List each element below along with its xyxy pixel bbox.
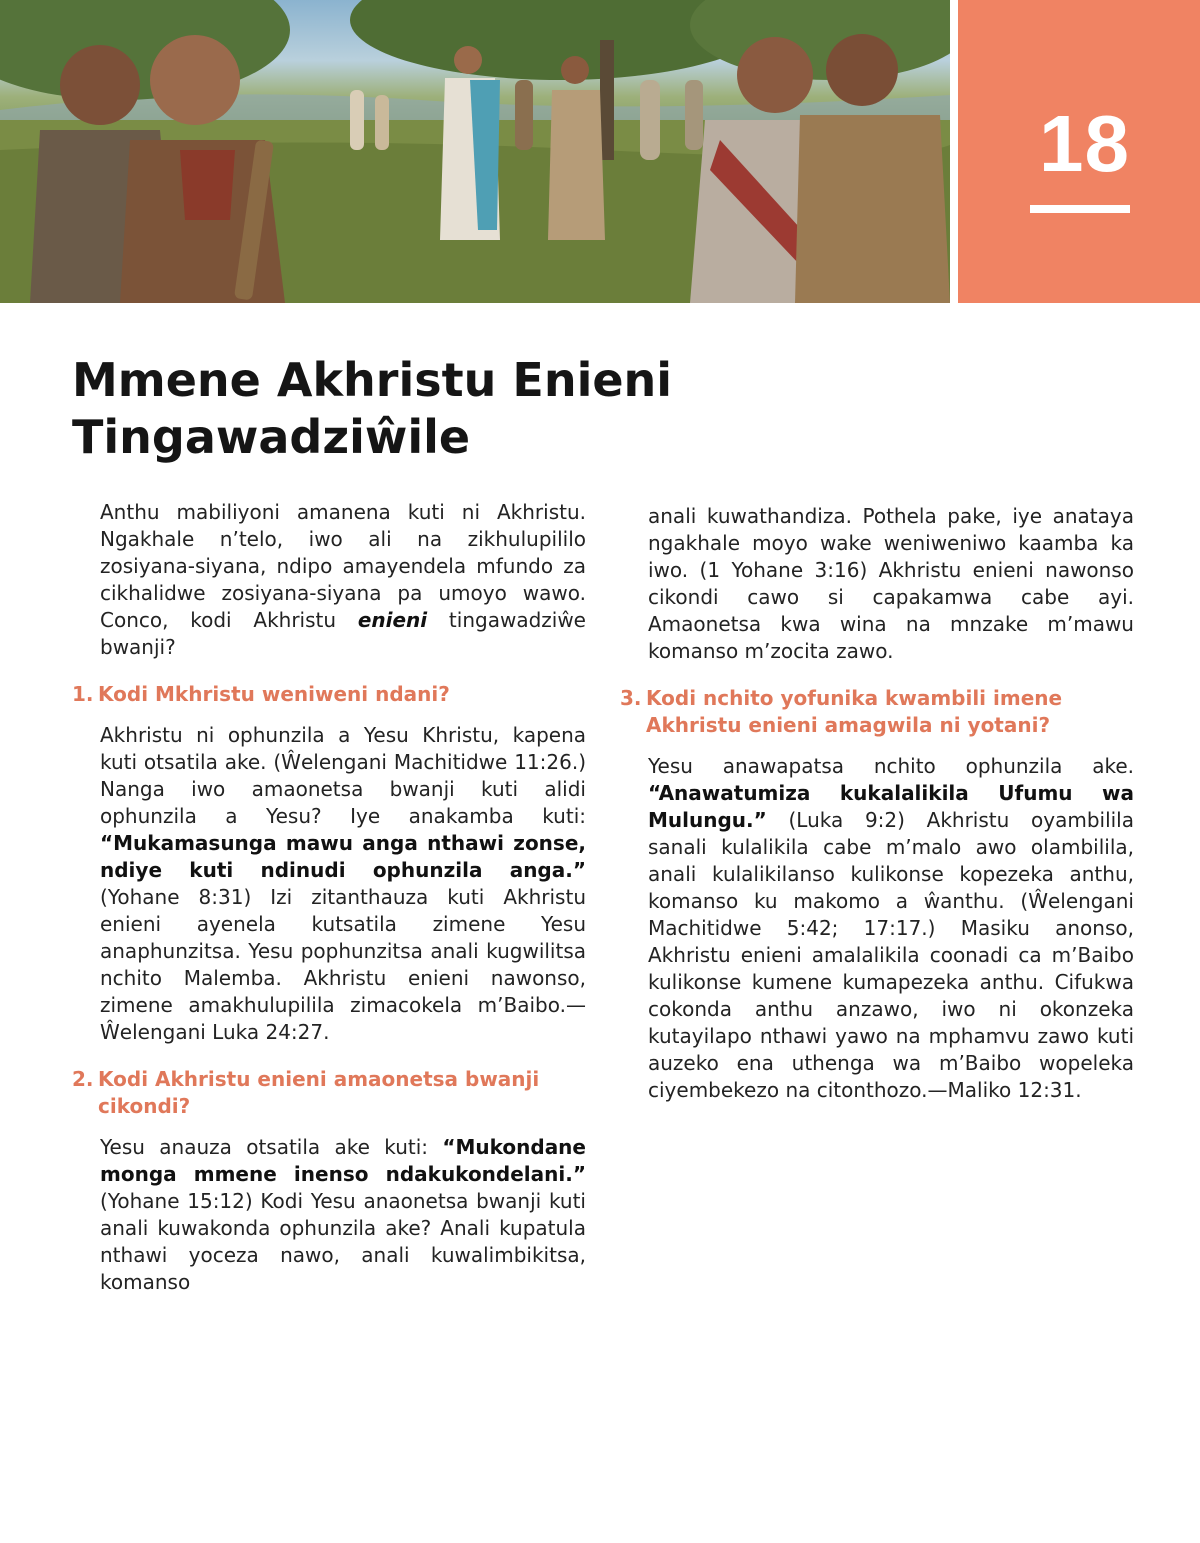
section-2-text-end: (Yohane 15:12) Kodi Yesu anaonetsa bwanji kuti anali kuwakonda ophunzila ake? Anali kupatula nthawi yoceza nawo, anali kuwalimbikitsa, komanso [100, 1189, 586, 1294]
question-3-text: Kodi nchito yofunika kwambili imene Akhristu enieni amagwila ni yotani? [646, 686, 1063, 737]
page-title-line-2: Tingawadziŵile [72, 410, 471, 464]
chapter-number-underline [1030, 205, 1130, 213]
hero-image [0, 0, 950, 303]
section-3-text: Yesu anawapatsa nchito ophunzila ake. [648, 754, 1134, 778]
section-2-continuation: anali kuwathandiza. Pothela pake, iye anataya ngakhale moyo wake weniweniwo kaamba ka iwo. (1 Yohane 3:16) Akhristu enieni nawonso cikondi cawo si capakamwa cabe ayi. Amaonetsa kwa wina na mnzake m’mawu komanso m’zocita zawo. [648, 504, 1134, 663]
left-column [72, 499, 586, 1316]
section-1-text: Akhristu ni ophunzila a Yesu Khristu, kapena kuti otsatila ake. (Ŵelengani Machitidwe 11:26.) Nanga iwo amaonetsa bwanji kuti alidi ophunzila a Yesu? Iye anakamba kuti: [100, 723, 586, 828]
question-1-text: Kodi Mkhristu weniweni ndani? [98, 682, 450, 706]
question-2-heading [72, 1066, 586, 1120]
section-2-text: Yesu anauza otsatila ake kuti: [100, 1135, 443, 1159]
question-1-number: 1. [72, 682, 94, 706]
right-column [620, 503, 1134, 1124]
intro-text-end: tingawadziŵe bwanji? [100, 608, 586, 659]
section-2-quote: “Mukondane monga mmene inenso ndakukondelani.” [100, 1135, 586, 1186]
section-3-text-end: (Luka 9:2) Akhristu oyambilila sanali kulalikila cabe m’malo awo olambilila, anali kulalikilanso kulikonse kopezeka anthu, komanso ku makomo a ŵanthu. (Ŵelengani Machitidwe 5:42; 17:17.) Masiku anonso, Akhristu enieni amalalikila coonadi ca m’Baibo kulikonse kumene kumapezeka anthu. Cifukwa cokonda anthu anzawo, iwo ni okonzeka kutayilapo nthawi yawo na mphamvu zawo kuti auzeko ena uthenga wa m’Baibo wopeleka ciyembekezo na citonthozo.—Maliko 12:31. [648, 808, 1134, 1102]
section-3-paragraph [648, 753, 1134, 1104]
section-2-paragraph [100, 1134, 586, 1296]
section-1-paragraph [100, 722, 586, 1046]
chapter-badge [958, 0, 1200, 303]
intro-emphasis: enieni [357, 608, 428, 632]
question-1-heading [72, 681, 586, 708]
section-1-text-end: (Yohane 8:31) Izi zitanthauza kuti Akhristu enieni ayenela kutsatila zimene Yesu anaphunzitsa. Yesu pophunzitsa anali kugwilitsa nchito Malemba. Akhristu enieni nawonso, zimene amakhulupilila zimacokela m’Baibo.—Ŵelengani Luka 24:27. [100, 885, 586, 1044]
intro-paragraph [100, 499, 586, 661]
hero-illustration [0, 0, 950, 303]
question-2-number: 2. [72, 1067, 94, 1091]
intro-text: Anthu mabiliyoni amanena kuti ni Akhristu. Ngakhale n’telo, iwo ali na zikhulupililo zosiyana-siyana, ndipo amayendela mfundo za cikhalidwe zosiyana-siyana pa umoyo wawo. Conco, kodi Akhristu [100, 500, 586, 632]
section-1-quote: “Mukamasunga mawu anga nthawi zonse, ndiye kuti ndinudi ophunzila anga.” [100, 831, 586, 882]
question-2-text: Kodi Akhristu enieni amaonetsa bwanji cikondi? [98, 1067, 540, 1118]
chapter-number: 18 [1039, 99, 1130, 188]
page-title-line-1: Mmene Akhristu Enieni [72, 353, 673, 407]
question-3-heading [620, 685, 1134, 739]
section-3-quote: “Anawatumiza kukalalikila Ufumu wa Mulungu.” [648, 781, 1134, 832]
question-3-number: 3. [620, 686, 642, 710]
page-title [72, 352, 672, 466]
